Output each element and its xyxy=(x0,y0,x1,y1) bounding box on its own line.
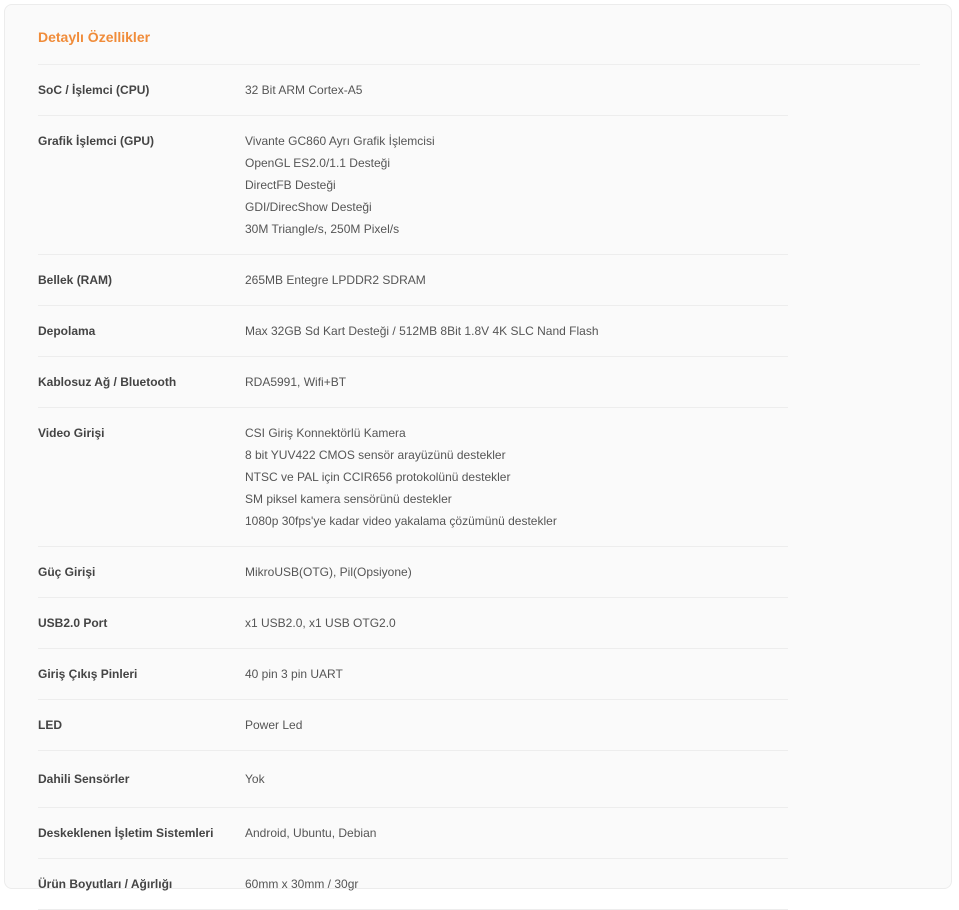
spec-value: 1080p 30fps'ye kadar video yakalama çözümünü destekler xyxy=(245,514,557,528)
spec-value: 8 bit YUV422 CMOS sensör arayüzünü destekler xyxy=(245,448,506,462)
spec-value: Power Led xyxy=(245,718,303,732)
spec-label: Ürün Boyutları / Ağırlığı xyxy=(38,877,173,891)
spec-value: NTSC ve PAL için CCIR656 protokolünü destekler xyxy=(245,470,511,484)
spec-value: MikroUSB(OTG), Pil(Opsiyone) xyxy=(245,565,412,579)
spec-value: CSI Giriş Konnektörlü Kamera xyxy=(245,426,406,440)
spec-row-led xyxy=(38,700,788,751)
spec-values xyxy=(245,822,788,844)
spec-label: Video Girişi xyxy=(38,426,105,440)
spec-values xyxy=(245,561,788,583)
spec-table xyxy=(38,65,788,910)
spec-value: GDI/DirecShow Desteği xyxy=(245,200,372,214)
spec-row-power xyxy=(38,547,788,598)
spec-value: OpenGL ES2.0/1.1 Desteği xyxy=(245,156,390,170)
spec-value: Yok xyxy=(245,772,265,786)
spec-value: 60mm x 30mm / 30gr xyxy=(245,877,359,891)
spec-value: 30M Triangle/s, 250M Pixel/s xyxy=(245,222,400,236)
spec-values xyxy=(245,612,788,634)
spec-row-gpu xyxy=(38,116,788,255)
spec-row-usb xyxy=(38,598,788,649)
spec-values xyxy=(245,663,788,685)
spec-row-storage xyxy=(38,306,788,357)
spec-values xyxy=(245,422,788,532)
spec-values xyxy=(245,371,788,393)
spec-row-wireless xyxy=(38,357,788,408)
spec-row-cpu xyxy=(38,65,788,116)
spec-value: 32 Bit ARM Cortex-A5 xyxy=(245,83,363,97)
spec-label: Kablosuz Ağ / Bluetooth xyxy=(38,375,177,389)
spec-value: RDA5991, Wifi+BT xyxy=(245,375,347,389)
spec-value: x1 USB2.0, x1 USB OTG2.0 xyxy=(245,616,396,630)
spec-label: Depolama xyxy=(38,324,96,338)
spec-values xyxy=(245,269,788,291)
spec-label: Giriş Çıkış Pinleri xyxy=(38,667,138,681)
spec-value: DirectFB Desteği xyxy=(245,178,336,192)
spec-label: SoC / İşlemci (CPU) xyxy=(38,83,150,97)
spec-value: 40 pin 3 pin UART xyxy=(245,667,343,681)
detailed-specs-panel xyxy=(4,4,952,889)
spec-label: USB2.0 Port xyxy=(38,616,108,630)
spec-values xyxy=(245,130,788,240)
spec-row-video-input xyxy=(38,408,788,547)
spec-label: Bellek (RAM) xyxy=(38,273,113,287)
spec-values xyxy=(245,768,788,790)
spec-value: Android, Ubuntu, Debian xyxy=(245,826,377,840)
spec-row-os xyxy=(38,808,788,859)
spec-values xyxy=(245,320,788,342)
spec-row-dimensions xyxy=(38,859,788,910)
spec-label: Grafik İşlemci (GPU) xyxy=(38,134,155,148)
spec-values xyxy=(245,79,788,101)
spec-value: 265MB Entegre LPDDR2 SDRAM xyxy=(245,273,426,287)
spec-label: Dahili Sensörler xyxy=(38,772,130,786)
spec-row-ram xyxy=(38,255,788,306)
spec-row-io-pins xyxy=(38,649,788,700)
spec-label: Deskeklenen İşletim Sistemleri xyxy=(38,826,214,840)
spec-value: SM piksel kamera sensörünü destekler xyxy=(245,492,452,506)
spec-label: Güç Girişi xyxy=(38,565,96,579)
spec-row-sensors xyxy=(38,751,788,808)
spec-values xyxy=(245,714,788,736)
spec-label: LED xyxy=(38,718,62,732)
spec-value: Max 32GB Sd Kart Desteği / 512MB 8Bit 1.8V 4K SLC Nand Flash xyxy=(245,324,599,338)
section-title: Detaylı Özellikler xyxy=(38,29,151,45)
spec-value: Vivante GC860 Ayrı Grafik İşlemcisi xyxy=(245,134,435,148)
spec-values xyxy=(245,873,788,895)
